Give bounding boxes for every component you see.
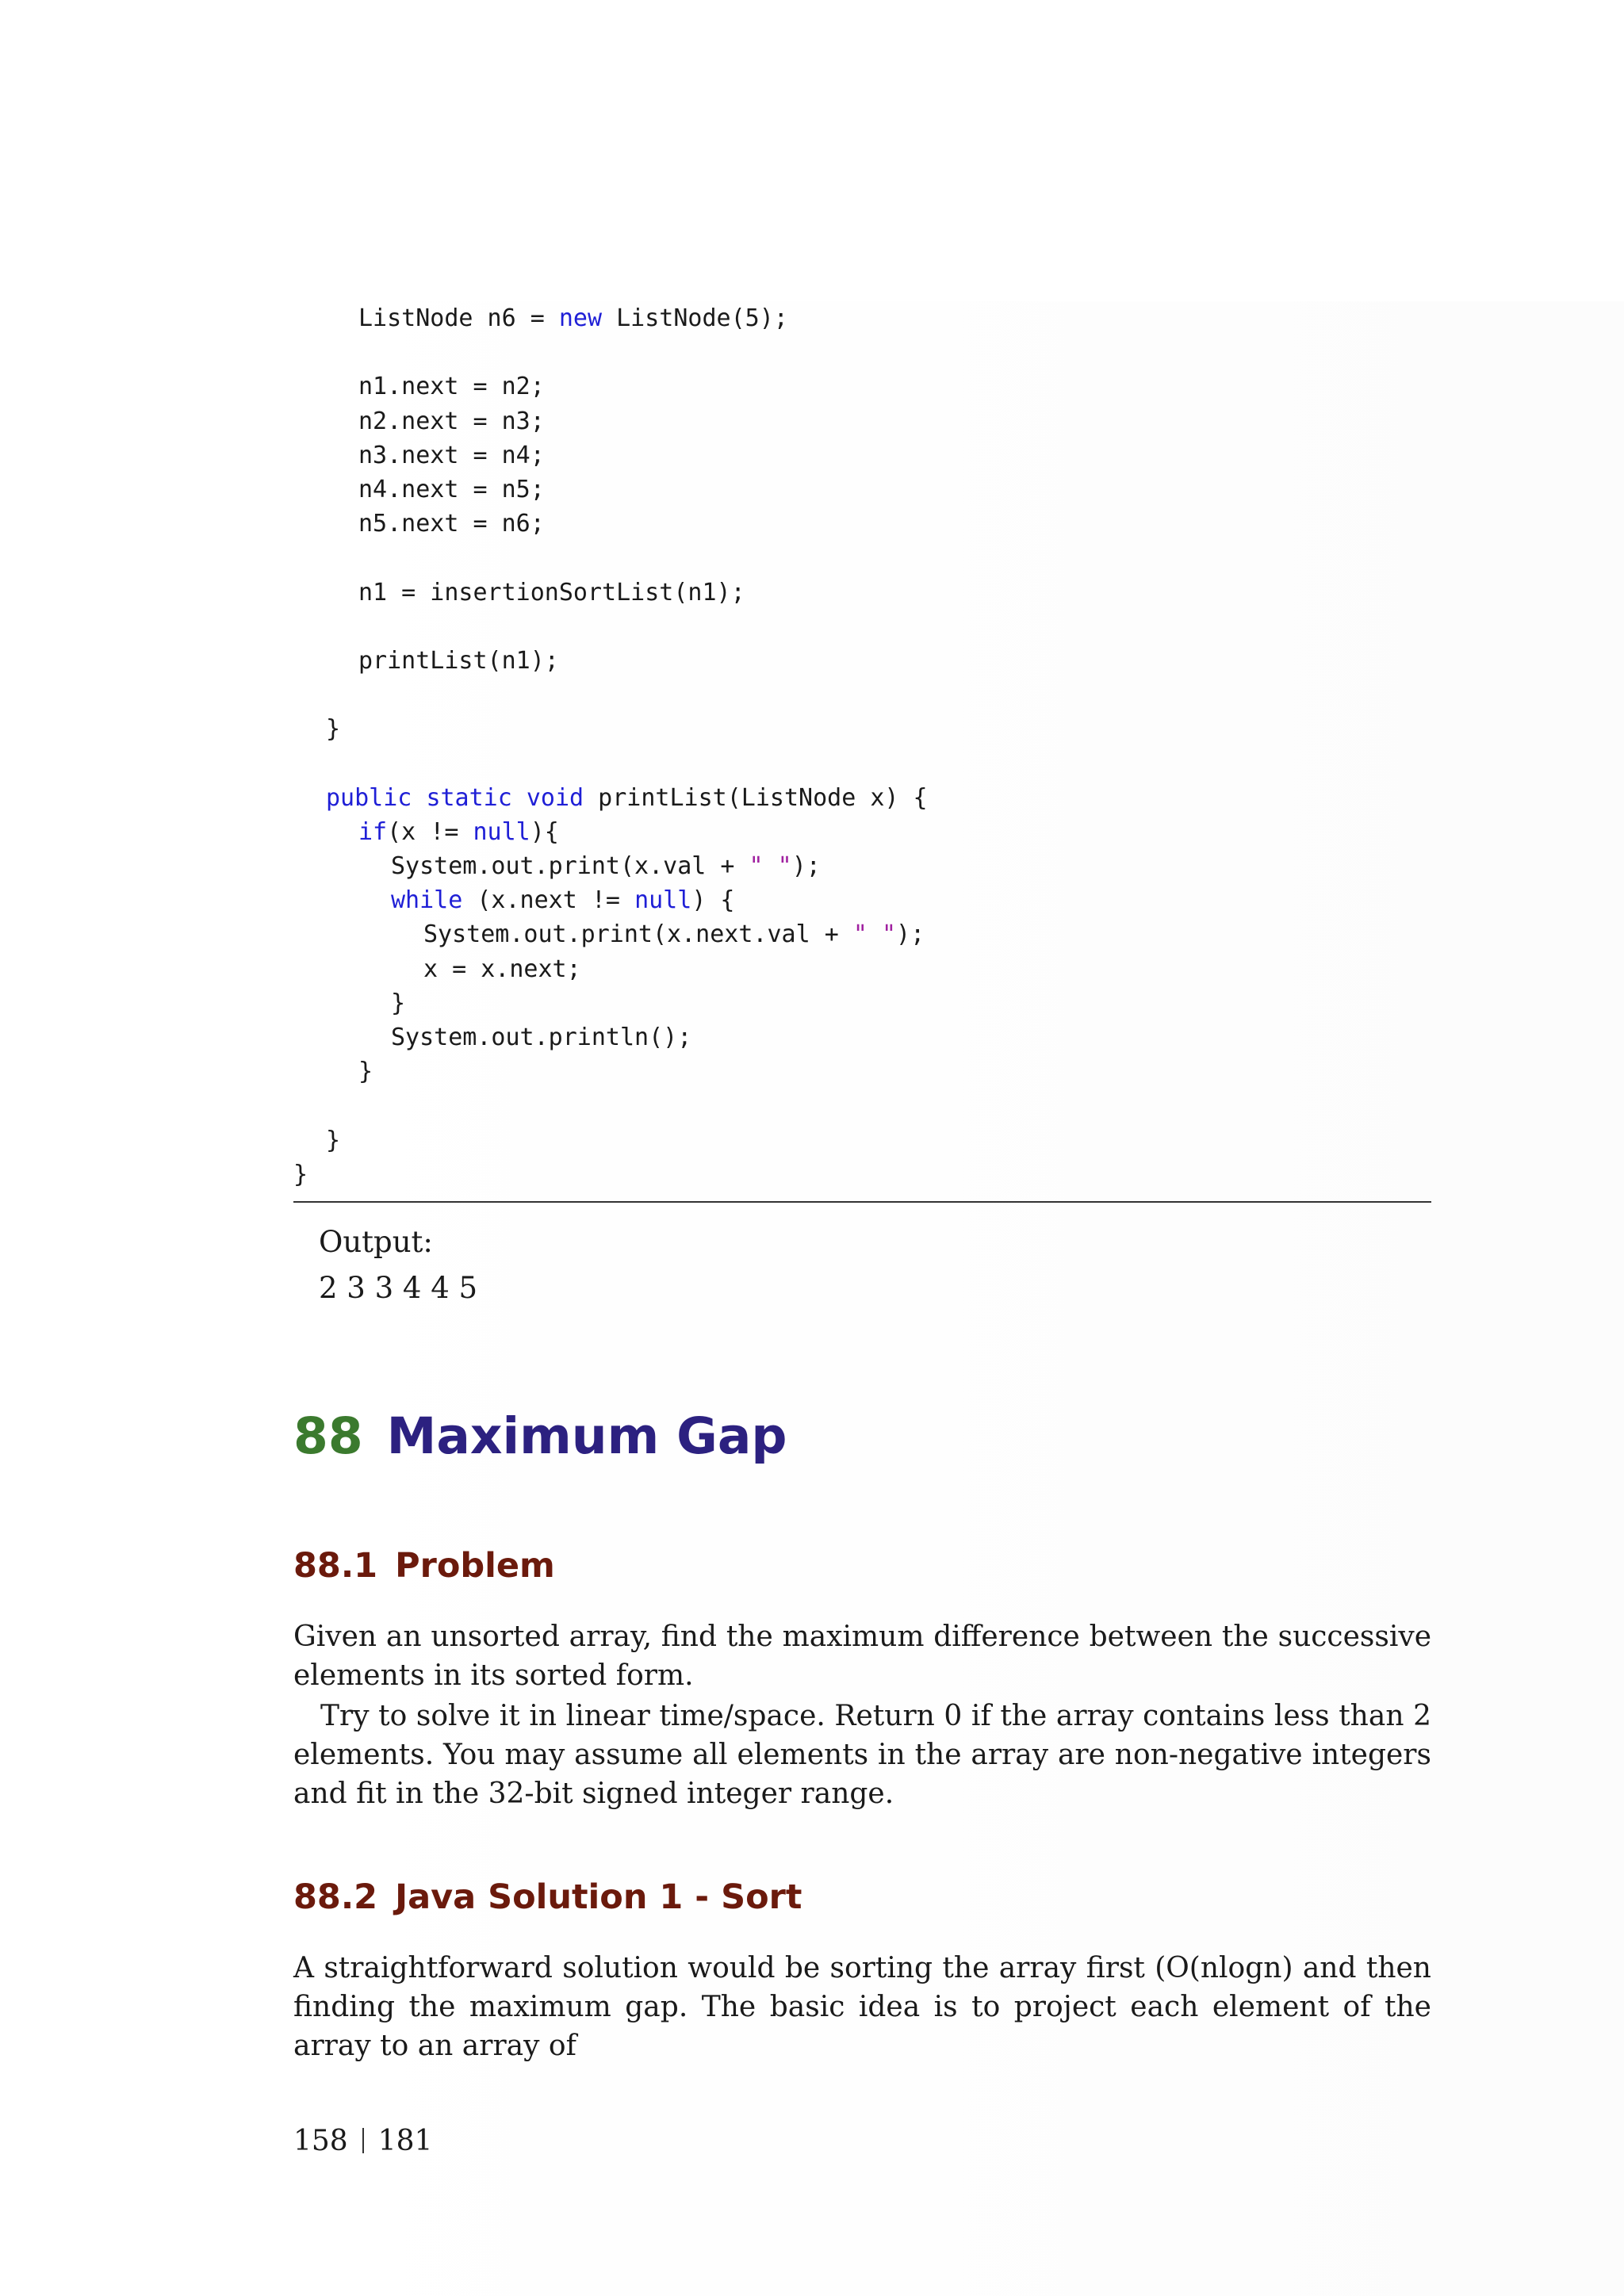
code-text: x = x.next;: [423, 955, 581, 983]
section-number: 88.1: [293, 1546, 378, 1586]
code-keyword: while: [391, 886, 463, 915]
section-title: Problem: [395, 1546, 555, 1586]
code-text: System.out.println();: [391, 1023, 692, 1051]
code-text: ){: [530, 817, 559, 846]
section-heading-problem: [293, 1546, 555, 1586]
code-line: [293, 473, 1435, 507]
code-line: [293, 404, 1435, 438]
page-number: 158: [293, 2125, 348, 2157]
code-text: (x !=: [387, 817, 473, 846]
paragraph-problem-1: Given an unsorted array, find the maximum difference between the successive elements in its sorted form.: [293, 1621, 1431, 1692]
code-keyword: public: [326, 783, 412, 812]
code-line: [293, 712, 1435, 746]
code-text: [512, 784, 527, 812]
code-text: );: [791, 852, 821, 880]
code-line: [293, 610, 1435, 644]
code-line: [293, 678, 1435, 712]
page-footer: [293, 2125, 432, 2157]
code-text: printList(ListNode x) {: [584, 783, 928, 812]
code-text: ListNode(5);: [602, 304, 788, 332]
code-text: (x.next !=: [462, 886, 635, 915]
output-label: Output:: [319, 1225, 433, 1259]
code-block: [293, 301, 1435, 1192]
code-text: }: [293, 1160, 308, 1188]
code-keyword: null: [634, 886, 692, 915]
code-line: [293, 746, 1435, 780]
code-line: [293, 1054, 1435, 1089]
code-line: [293, 507, 1435, 541]
chapter-title: Maximum Gap: [386, 1407, 787, 1465]
code-line: [293, 369, 1435, 404]
code-text: System.out.print(x.val +: [391, 852, 749, 880]
paragraph-problem-2: Try to solve it in linear time/space. Return 0 if the array contains less than 2 elements. You may assume all elements in the array are non-negative integers and fit in the 32-bit signed integer range.: [293, 1700, 1431, 1810]
code-bottom-rule: [293, 1201, 1431, 1203]
footer-separator: [362, 2128, 364, 2153]
output-value: 2 3 3 4 4 5: [319, 1271, 478, 1305]
code-text: ListNode n6 =: [358, 304, 559, 332]
code-line: [293, 301, 1435, 335]
code-line: [293, 849, 1435, 883]
code-line: [293, 1123, 1435, 1158]
code-keyword: void: [526, 783, 584, 812]
code-string: " ": [749, 852, 792, 880]
code-string: " ": [852, 920, 897, 949]
code-text: }: [326, 715, 341, 744]
code-text: [412, 784, 426, 812]
code-line: [293, 1020, 1435, 1054]
code-line: [293, 952, 1435, 986]
section-number: 88.2: [293, 1877, 378, 1917]
code-keyword: static: [426, 783, 512, 812]
code-text: );: [896, 920, 925, 949]
section-title: Java Solution 1 - Sort: [395, 1877, 802, 1917]
code-text: }: [326, 1126, 341, 1154]
code-line: [293, 781, 1435, 815]
code-keyword: null: [473, 817, 530, 846]
chapter-heading: [293, 1407, 787, 1465]
code-line: [293, 644, 1435, 678]
code-text: printList(n1);: [358, 646, 559, 675]
code-line: [293, 986, 1435, 1020]
code-text: }: [358, 1058, 373, 1086]
code-line: [293, 1158, 1435, 1192]
code-text: System.out.print(x.next.val +: [423, 920, 853, 949]
code-text: n3.next = n4;: [358, 441, 545, 469]
code-keyword: if: [358, 817, 388, 846]
code-line: [293, 883, 1435, 917]
code-text: ) {: [691, 886, 735, 915]
code-line: [293, 815, 1435, 849]
code-line: [293, 576, 1435, 610]
code-text: n1.next = n2;: [358, 373, 545, 401]
code-keyword: new: [558, 304, 603, 332]
paragraph-solution: A straightforward solution would be sorting the array first (O(nlogn) and then finding the maximum gap. The basic idea is to project each element of the array to an array of: [293, 1952, 1431, 2062]
code-text: n1 = insertionSortList(n1);: [358, 578, 745, 607]
code-text: n2.next = n3;: [358, 407, 545, 435]
code-text: n4.next = n5;: [358, 475, 545, 503]
page-total: 181: [377, 2125, 433, 2157]
code-line: [293, 917, 1435, 951]
code-line: [293, 541, 1435, 575]
code-line: [293, 335, 1435, 369]
code-text: }: [391, 989, 406, 1017]
section-heading-solution: [293, 1877, 802, 1917]
code-text: n5.next = n6;: [358, 510, 545, 538]
code-line: [293, 438, 1435, 473]
chapter-number: 88: [293, 1407, 363, 1465]
code-line: [293, 1089, 1435, 1123]
